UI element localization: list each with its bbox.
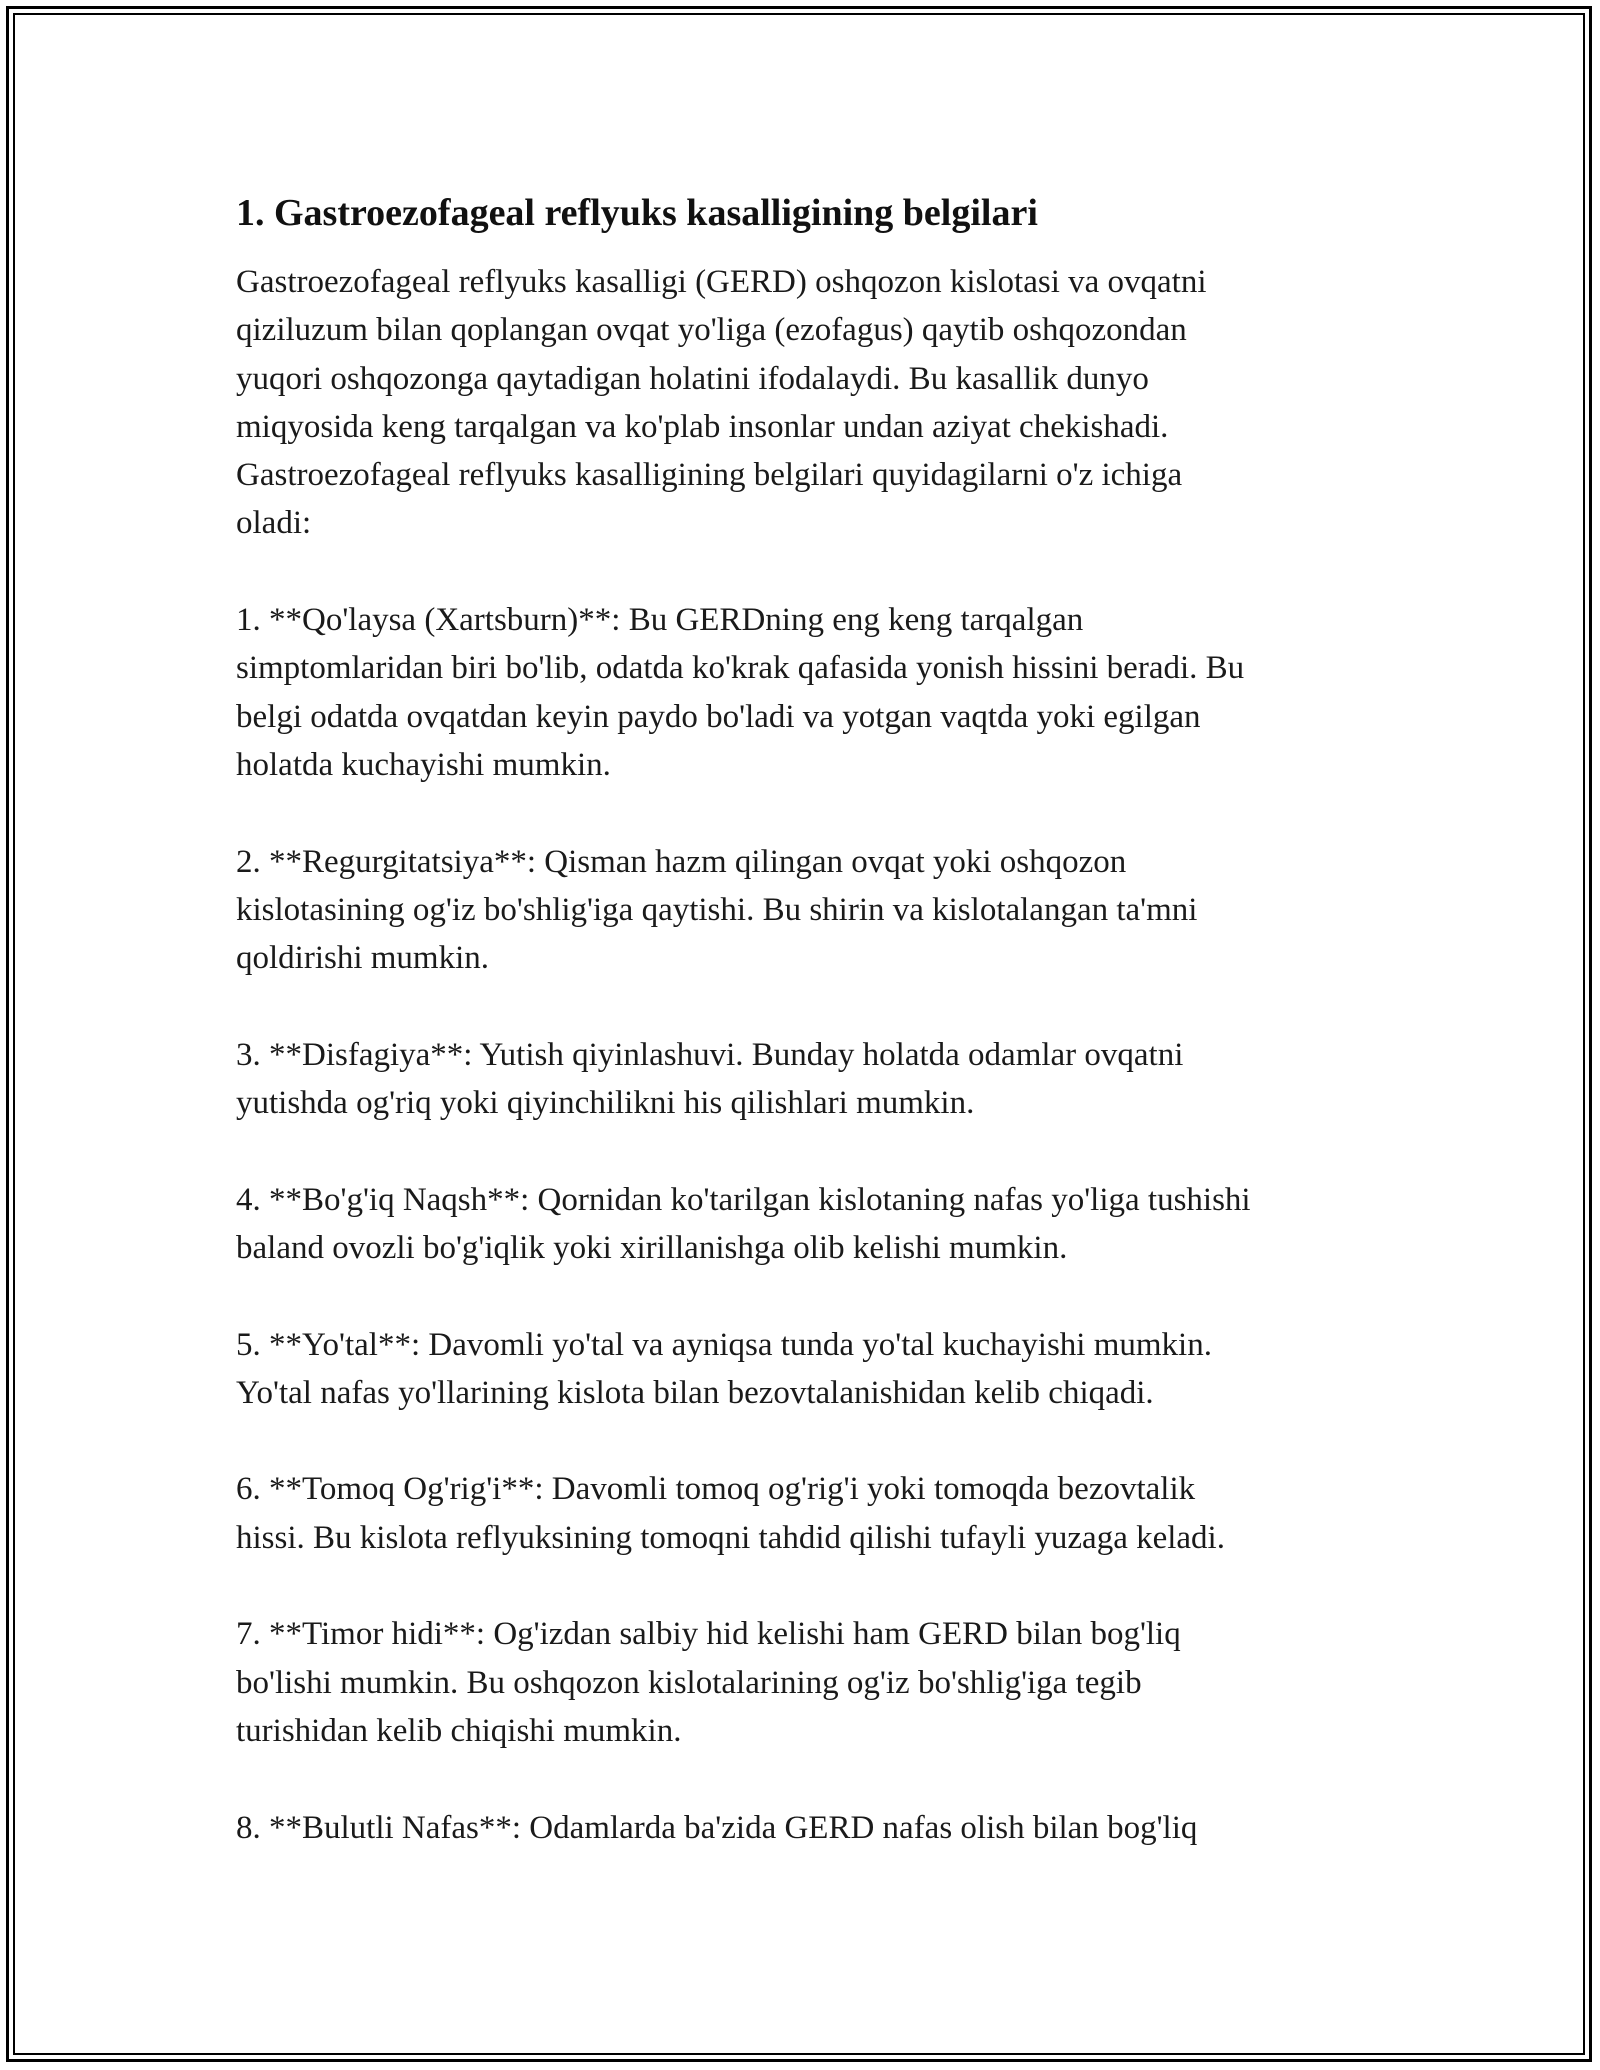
paragraph-gap [236, 1272, 1366, 1320]
list-item-4: 4. **Bo'g'iq Naqsh**: Qornidan ko'tarilgan kislotaning nafas yo'liga tushishi baland ovozli bo'g'iqlik yoki xirillanishga olib kelishi mumkin. [236, 1181, 1251, 1266]
paragraph-gap [236, 982, 1366, 1030]
list-item-7: 7. **Timor hidi**: Og'izdan salbiy hid kelishi ham GERD bilan bog'liq bo'lishi mumkin. Bu oshqozon kislotalarining og'iz bo'shlig'iga tegib turishidan kelib chiqishi mumkin. [236, 1616, 1181, 1749]
paragraph-gap [236, 548, 1366, 596]
list-item-1: 1. **Qo'laysa (Xartsburn)**: Bu GERDning eng keng tarqalgan simptomlaridan biri bo'lib, odatda ko'krak qafasida yonish hissini beradi. Bu belgi odatda ovqatdan keyin paydo bo'ladi va yotgan vaqtda yoki egilgan holatda kuchayishi mumkin. [236, 602, 1245, 783]
paragraph-gap [236, 1127, 1366, 1175]
paragraph-gap [236, 789, 1366, 837]
list-item-2: 2. **Regurgitatsiya**: Qisman hazm qilingan ovqat yoki oshqozon kislotasining og'iz bo'shlig'iga qaytishi. Bu shirin va kislotalangan ta'mni qoldirishi mumkin. [236, 843, 1198, 977]
paragraph-gap [236, 1562, 1366, 1610]
list-item-3: 3. **Disfagiya**: Yutish qiyinlashuvi. Bunday holatda odamlar ovqatni yutishda og'riq yoki qiyinchilikni his qilishlari mumkin. [236, 1036, 1184, 1122]
document-title: 1. Gastroezofageal reflyuks kasalligining belgilari [236, 192, 1038, 234]
intro-paragraph: Gastroezofageal reflyuks kasalligi (GERD) oshqozon kislotasi va ovqatni qiziluzum bilan qoplangan ovqat yo'liga (ezofagus) qaytib oshqozondan yuqori oshqozonga qaytadigan holatini ifodalaydi. Bu kasallik dunyo miqyosida keng tarqalgan va ko'plab insonlar undan aziyat chekishadi. Gastroezofageal reflyuks kasalligining belgilari quyidagilarni o'z ichiga oladi: [236, 264, 1207, 542]
list-item-8: 8. **Bulutli Nafas**: Odamlarda ba'zida GERD nafas olish bilan bog'liq [236, 1809, 1198, 1846]
document-body [236, 186, 1366, 1852]
paragraph-gap [236, 1755, 1366, 1803]
list-item-6: 6. **Tomoq Og'rig'i**: Davomli tomoq og'rig'i yoki tomoqda bezovtalik hissi. Bu kislota reflyuksining tomoqni tahdid qilishi tufayli yuzaga keladi. [236, 1471, 1225, 1556]
list-item-5: 5. **Yo'tal**: Davomli yo'tal va ayniqsa tunda yo'tal kuchayishi mumkin. Yo'tal nafas yo'llarining kislota bilan bezovtalanishidan kelib chiqadi. [236, 1326, 1212, 1411]
paragraph-gap [236, 1417, 1366, 1465]
